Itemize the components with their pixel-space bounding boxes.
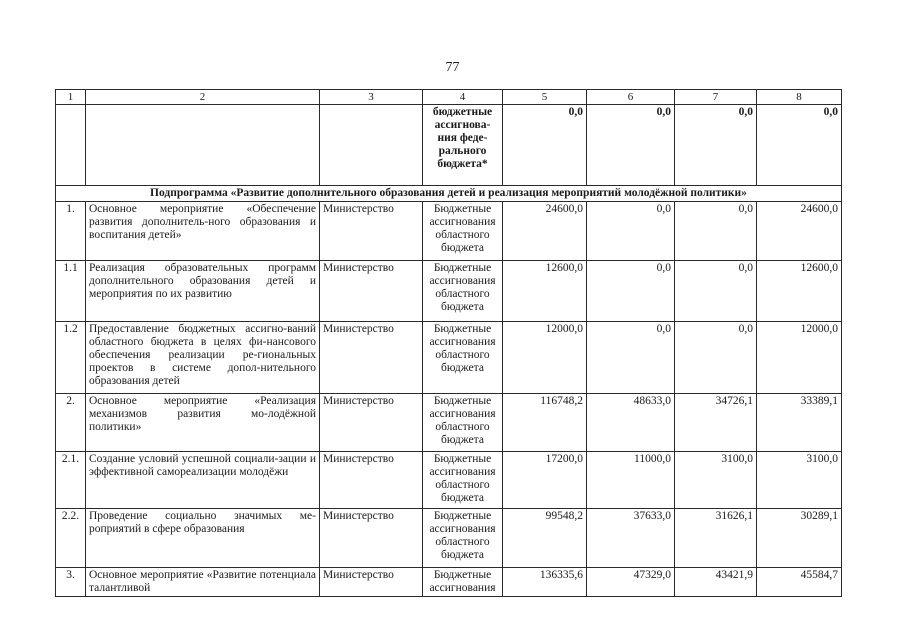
activity-name: Реализация образовательных программ дополнительного образования детей и мероприятия по их развитию [86,261,320,322]
executor: Министерство [320,202,423,261]
value-col6: 47329,0 [587,568,675,597]
page-number: 77 [445,60,460,75]
value-col7: 0,0 [675,105,757,186]
table-row [56,452,842,509]
executor [320,105,423,186]
value-col8: 12600,0 [757,261,842,322]
executor: Министерство [320,394,423,452]
column-number: 6 [587,90,675,105]
value-col5: 24600,0 [503,202,587,261]
row-number: 1.2 [56,322,86,394]
row-number: 1. [56,202,86,261]
activity-name: Проведение социально значимых ме-роприятий в сфере образования [86,509,320,568]
funding-source: Бюджетные ассигнования областного бюджета [423,202,503,261]
executor: Министерство [320,261,423,322]
funding-source: Бюджетные ассигнования областного бюджета [423,509,503,568]
subprogram-title: Подпрограмма «Развитие дополнительного образования детей и реализация мероприятий молодёжной политики» [56,186,842,202]
value-col7: 0,0 [675,322,757,394]
value-col5: 116748,2 [503,394,587,452]
table-row [56,322,842,394]
activity-name [86,105,320,186]
value-col6: 48633,0 [587,394,675,452]
funding-source: бюджетные ассигнова-ния феде-рального бюджета* [423,105,503,186]
value-col8: 12000,0 [757,322,842,394]
column-number: 1 [56,90,86,105]
row-number: 2. [56,394,86,452]
value-col5: 99548,2 [503,509,587,568]
table-row [56,568,842,597]
value-col5: 0,0 [503,105,587,186]
value-col8: 3100,0 [757,452,842,509]
column-number-row [56,90,842,105]
value-col5: 12000,0 [503,322,587,394]
value-col8: 33389,1 [757,394,842,452]
table-row [56,394,842,452]
table-row [56,202,842,261]
value-col7: 3100,0 [675,452,757,509]
value-col7: 0,0 [675,261,757,322]
executor: Министерство [320,452,423,509]
row-number: 3. [56,568,86,597]
funding-source: Бюджетные ассигнования областного бюджета [423,452,503,509]
activity-name: Основное мероприятие «Развитие потенциала талантливой [86,568,320,597]
value-col7: 31626,1 [675,509,757,568]
row-number: 2.2. [56,509,86,568]
executor: Министерство [320,509,423,568]
funding-source: Бюджетные ассигнования областного бюджета [423,322,503,394]
activity-name: Предоставление бюджетных ассигно-ваний областного бюджета в целях фи-нансового обеспечения реализации ре-гиональных проектов в системе допол-нительного образования детей [86,322,320,394]
row-number [56,105,86,186]
value-col5: 17200,0 [503,452,587,509]
row-number: 2.1. [56,452,86,509]
executor: Министерство [320,322,423,394]
value-col5: 12600,0 [503,261,587,322]
row-number: 1.1 [56,261,86,322]
value-col5: 136335,6 [503,568,587,597]
activity-name: Основное мероприятие «Реализация механизмов развития мо-лодёжной политики» [86,394,320,452]
value-col6: 37633,0 [587,509,675,568]
column-number: 8 [757,90,842,105]
budget-table [55,89,842,597]
column-number: 5 [503,90,587,105]
funding-source: Бюджетные ассигнования областного бюджета [423,394,503,452]
activity-name: Основное мероприятие «Обеспечение развития дополнитель-ного образования и воспитания детей» [86,202,320,261]
value-col8: 24600,0 [757,202,842,261]
column-number: 4 [423,90,503,105]
value-col6: 11000,0 [587,452,675,509]
value-col7: 43421,9 [675,568,757,597]
value-col8: 45584,7 [757,568,842,597]
value-col8: 0,0 [757,105,842,186]
activity-name: Создание условий успешной социали-зации и эффективной самореализации молодёжи [86,452,320,509]
table-row [56,509,842,568]
funding-source: Бюджетные ассигнования [423,568,503,597]
value-col6: 0,0 [587,105,675,186]
value-col7: 0,0 [675,202,757,261]
subprogram-row [56,186,842,202]
federal-budget-row [56,105,842,186]
value-col8: 30289,1 [757,509,842,568]
value-col7: 34726,1 [675,394,757,452]
table-row [56,261,842,322]
value-col6: 0,0 [587,202,675,261]
column-number: 7 [675,90,757,105]
column-number: 2 [86,90,320,105]
funding-source: Бюджетные ассигнования областного бюджета [423,261,503,322]
executor: Министерство [320,568,423,597]
value-col6: 0,0 [587,261,675,322]
column-number: 3 [320,90,423,105]
value-col6: 0,0 [587,322,675,394]
